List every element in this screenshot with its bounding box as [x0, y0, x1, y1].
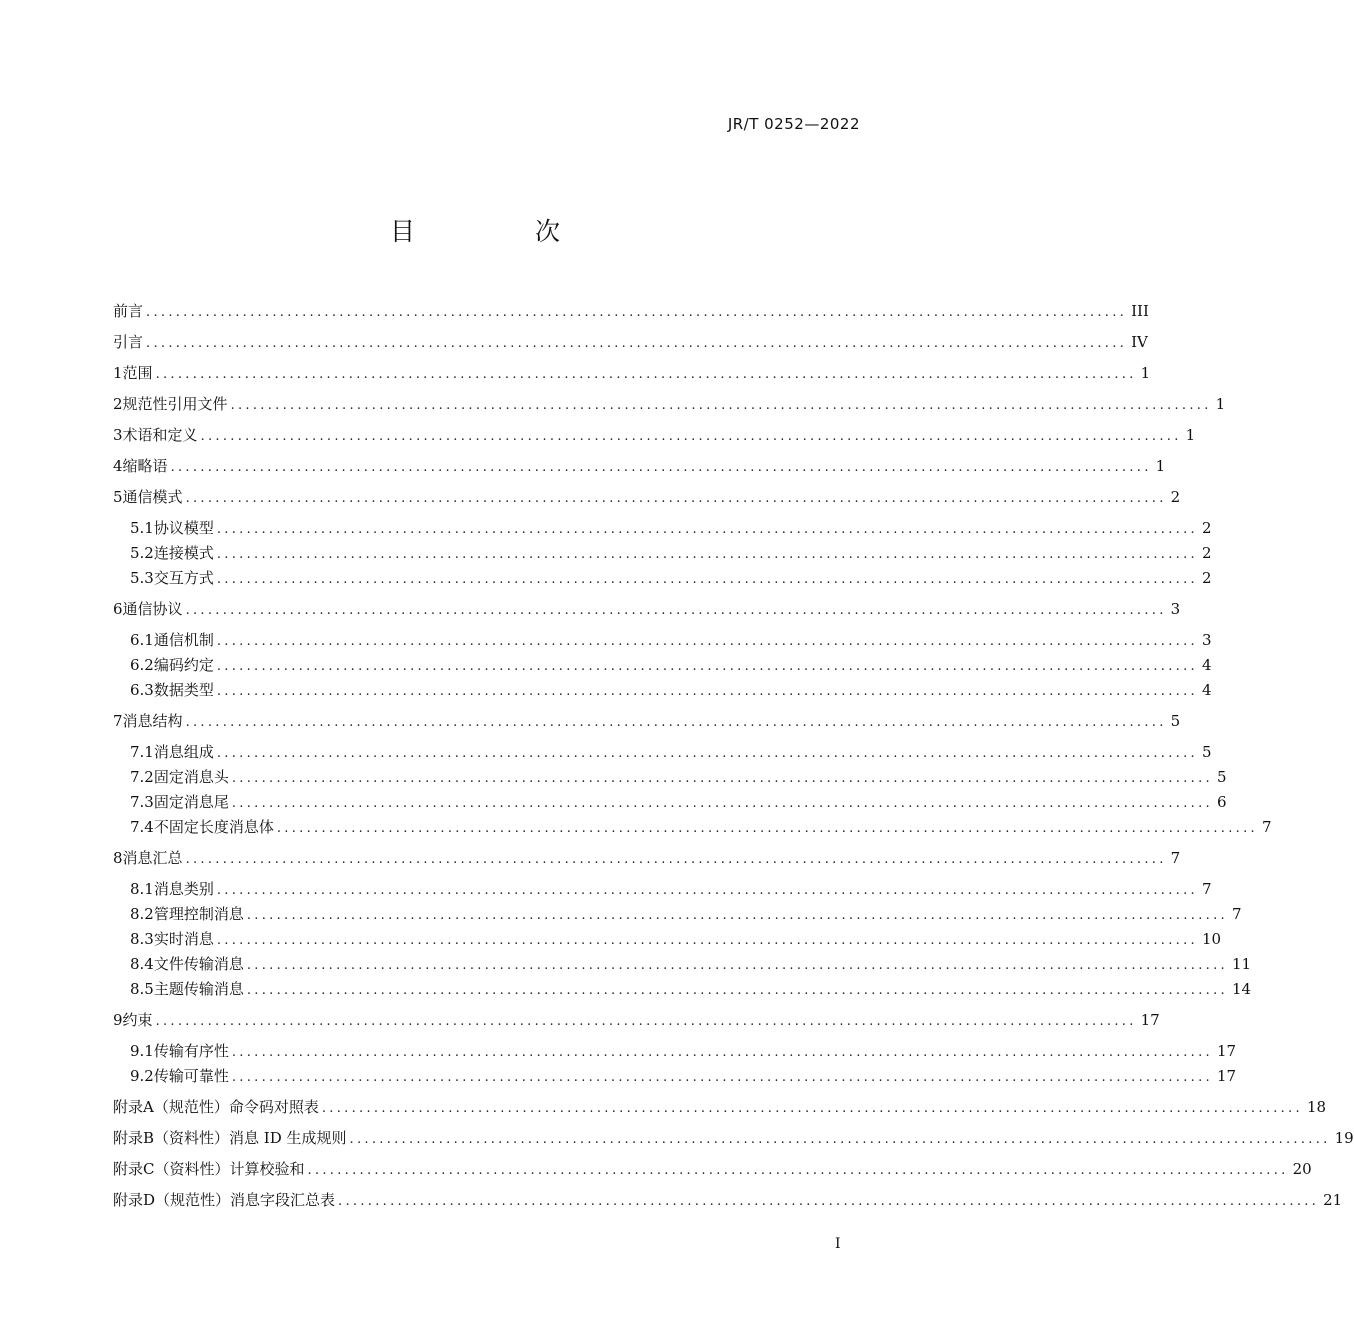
toc-entry-page: IV [1131, 333, 1148, 351]
toc-entry-number: 7.1 [130, 743, 154, 761]
toc-leader: .................................................................................................................................... [155, 367, 1137, 382]
toc-leader: .................................................................................................................................... [216, 684, 1198, 699]
toc-leader: .................................................................................................................................... [146, 305, 1128, 320]
toc-leader: .................................................................................................................................... [216, 522, 1198, 537]
toc-entry-number: 8.3 [130, 930, 154, 948]
toc-entry-number: 8.1 [130, 880, 154, 898]
toc-entry-number: 1 [113, 364, 123, 382]
toc-leader: .................................................................................................................................... [216, 659, 1198, 674]
toc-entry-page: 2 [1170, 488, 1181, 506]
toc-entry-label: 通信模式 [122, 488, 183, 506]
toc-entry[interactable] [113, 847, 1181, 869]
toc-entry-number: 8.2 [130, 905, 154, 923]
toc-entry-page: 17 [1216, 1067, 1237, 1085]
toc-leader: .................................................................................................................................... [216, 634, 1198, 649]
toc-entry-label: 术语和定义 [122, 426, 198, 444]
toc-subentry[interactable] [130, 654, 1212, 676]
toc-appendix-entry[interactable] [113, 1189, 1343, 1211]
toc-entry-number: 附录C（资料性） [113, 1160, 230, 1178]
toc-entry[interactable] [113, 424, 1196, 446]
toc-entry-page: 1 [1185, 426, 1196, 444]
toc-appendix-entry[interactable] [113, 1096, 1327, 1118]
toc-entry-page: 5 [1216, 768, 1227, 786]
toc-leader: .................................................................................................................................... [216, 746, 1198, 761]
toc-entry-label: 编码约定 [153, 656, 214, 674]
toc-entry-label: 传输可靠性 [153, 1067, 229, 1085]
toc-entry-number: 2 [113, 395, 123, 413]
toc-entry-page: 20 [1292, 1160, 1312, 1178]
toc-leader: .................................................................................................................................... [231, 771, 1213, 786]
toc-leader: .................................................................................................................................... [230, 398, 1212, 413]
toc-leader: .................................................................................................................................... [185, 715, 1167, 730]
toc-subentry[interactable] [130, 791, 1227, 813]
toc-entry-label: 引言 [113, 333, 144, 351]
toc-leader: .................................................................................................................................... [246, 983, 1228, 998]
toc-entry-number: 7.2 [130, 768, 154, 786]
toc-entry-page: 10 [1201, 930, 1222, 948]
toc-entry-number: 6 [113, 600, 123, 618]
toc-entry-label: 约束 [122, 1011, 153, 1029]
toc-entry-label: 命令码对照表 [228, 1098, 319, 1116]
toc-entry-number: 6.2 [130, 656, 154, 674]
toc-subentry[interactable] [130, 978, 1252, 1000]
toc-entry-label: 连接模式 [153, 544, 214, 562]
toc-entry-number: 6.1 [130, 631, 154, 649]
toc-subentry[interactable] [130, 542, 1212, 564]
toc-entry-number: 附录A（规范性） [113, 1098, 229, 1116]
toc-entry-label: 通信协议 [122, 600, 183, 618]
toc-entry-introduction[interactable] [113, 331, 1148, 353]
toc-entry-label: 不固定长度消息体 [153, 818, 274, 836]
toc-entry-label: 交互方式 [153, 569, 214, 587]
toc-entry-label: 传输有序性 [153, 1042, 229, 1060]
toc-entry[interactable] [113, 455, 1166, 477]
toc-entry[interactable] [113, 710, 1181, 732]
toc-entry-label: 固定消息尾 [153, 793, 229, 811]
toc-leader: .................................................................................................................................... [185, 603, 1167, 618]
toc-entry-number: 5.3 [130, 569, 154, 587]
toc-subentry[interactable] [130, 567, 1212, 589]
toc-entry-label: 消息结构 [122, 712, 183, 730]
toc-entry-number: 8.4 [130, 955, 154, 973]
toc-entry-page: 3 [1201, 631, 1212, 649]
toc-entry-number: 附录D（规范性） [113, 1191, 231, 1209]
toc-entry-page: 5 [1170, 712, 1181, 730]
toc-leader: .................................................................................................................................... [276, 821, 1258, 836]
toc-entry-number: 附录B（资料性） [113, 1129, 230, 1147]
toc-entry-number: 5.2 [130, 544, 154, 562]
toc-leader: .................................................................................................................................... [321, 1101, 1303, 1116]
toc-entry-number: 9 [113, 1011, 123, 1029]
toc-leader: .................................................................................................................................... [349, 1132, 1331, 1147]
toc-entry-label: 消息组成 [153, 743, 214, 761]
toc-entry-label: 文件传输消息 [153, 955, 244, 973]
toc-entry-page: 4 [1201, 656, 1212, 674]
toc-entry-page: 1 [1140, 364, 1151, 382]
toc-entry-page: 1 [1215, 395, 1226, 413]
toc-leader: .................................................................................................................................... [200, 429, 1182, 444]
toc-entry-page: 7 [1201, 880, 1212, 898]
toc-entry-label: 主题传输消息 [153, 980, 244, 998]
toc-entry-number: 8 [113, 849, 123, 867]
toc-entry[interactable] [113, 393, 1226, 415]
toc-subentry[interactable] [130, 953, 1252, 975]
toc-entry-label: 规范性引用文件 [122, 395, 228, 413]
toc-entry-number: 7.3 [130, 793, 154, 811]
toc-entry-page: 11 [1231, 955, 1252, 973]
toc-entry[interactable] [113, 598, 1181, 620]
toc-entry-number: 7.4 [130, 818, 154, 836]
toc-entry-page: 2 [1201, 544, 1212, 562]
toc-subentry[interactable] [130, 1065, 1237, 1087]
toc-entry[interactable] [113, 486, 1181, 508]
toc-leader: .................................................................................................................................... [231, 796, 1213, 811]
toc-entry-page: 17 [1216, 1042, 1237, 1060]
toc-entry-page: 2 [1201, 519, 1212, 537]
toc-entry-label: 数据类型 [153, 681, 214, 699]
toc-subentry[interactable] [130, 766, 1227, 788]
toc-leader: .................................................................................................................................... [231, 1045, 1213, 1060]
toc-appendix-entry[interactable] [113, 1127, 1354, 1149]
toc-entry-page: 17 [1140, 1011, 1160, 1029]
toc-leader: .................................................................................................................................... [170, 460, 1152, 475]
toc-entry-label: 固定消息头 [153, 768, 229, 786]
toc-entry-page: 21 [1323, 1191, 1343, 1209]
toc-appendix-entry[interactable] [113, 1158, 1312, 1180]
toc-leader: .................................................................................................................................... [216, 547, 1198, 562]
toc-entry-page: 7 [1170, 849, 1181, 867]
toc-entry-label: 消息 ID 生成规则 [229, 1129, 347, 1147]
toc-leader: .................................................................................................................................... [307, 1163, 1289, 1178]
toc-entry-page: 14 [1231, 980, 1252, 998]
toc-entry-page: III [1131, 302, 1149, 320]
toc-entry-page: 19 [1334, 1129, 1354, 1147]
toc-subentry[interactable] [130, 741, 1212, 763]
standard-code: JR/T 0252—2022 [727, 115, 860, 133]
toc-leader: .................................................................................................................................... [185, 852, 1167, 867]
toc-entry[interactable] [113, 362, 1151, 384]
toc-leader: .................................................................................................................................... [246, 958, 1228, 973]
toc-entry-label: 缩略语 [122, 457, 168, 475]
toc-subentry[interactable] [130, 878, 1212, 900]
toc-entry-label: 计算校验和 [229, 1160, 305, 1178]
toc-entry-number: 5 [113, 488, 123, 506]
toc-entry-number: 7 [113, 712, 123, 730]
toc-entry[interactable] [113, 1009, 1160, 1031]
toc-entry-page: 7 [1261, 818, 1272, 836]
toc-entry-label: 消息类别 [153, 880, 214, 898]
toc-subentry[interactable] [130, 629, 1212, 651]
toc-entry-number: 9.1 [130, 1042, 154, 1060]
toc-entry-label: 通信机制 [153, 631, 214, 649]
toc-leader: .................................................................................................................................... [185, 491, 1167, 506]
page-title: 目 次 [390, 217, 616, 246]
toc-entry-number: 9.2 [130, 1067, 154, 1085]
toc-entry-label: 实时消息 [153, 930, 214, 948]
toc-entry-label: 消息字段汇总表 [230, 1191, 336, 1209]
toc-leader: .................................................................................................................................... [155, 1014, 1137, 1029]
toc-entry-number: 8.5 [130, 980, 154, 998]
toc-entry-page: 7 [1231, 905, 1242, 923]
toc-entry-label: 管理控制消息 [153, 905, 244, 923]
toc-entry-preface[interactable] [113, 300, 1149, 322]
toc-entry-page: 3 [1170, 600, 1181, 618]
toc-entry-page: 4 [1201, 681, 1212, 699]
toc-leader: .................................................................................................................................... [216, 883, 1198, 898]
toc-leader: .................................................................................................................................... [246, 908, 1228, 923]
toc-entry-page: 2 [1201, 569, 1212, 587]
toc-entry-number: 4 [113, 457, 123, 475]
toc-subentry[interactable] [130, 517, 1212, 539]
toc-entry-page: 6 [1216, 793, 1227, 811]
toc-entry-number: 6.3 [130, 681, 154, 699]
toc-entry-page: 1 [1155, 457, 1166, 475]
toc-entry-page: 5 [1201, 743, 1212, 761]
toc-leader: .................................................................................................................................... [231, 1070, 1213, 1085]
page-number: I [835, 1236, 841, 1252]
toc-entry-label: 协议模型 [153, 519, 214, 537]
toc-entry-page: 18 [1306, 1098, 1327, 1116]
toc-subentry[interactable] [130, 816, 1272, 838]
toc-subentry[interactable] [130, 928, 1222, 950]
toc-leader: .................................................................................................................................... [216, 572, 1198, 587]
toc-entry-label: 前言 [113, 302, 144, 320]
toc-leader: .................................................................................................................................... [146, 336, 1128, 351]
toc-entry-label: 消息汇总 [122, 849, 183, 867]
toc-subentry[interactable] [130, 679, 1212, 701]
toc-leader: .................................................................................................................................... [338, 1194, 1320, 1209]
toc-entry-label: 范围 [122, 364, 153, 382]
toc-leader: .................................................................................................................................... [216, 933, 1198, 948]
toc-subentry[interactable] [130, 1040, 1237, 1062]
toc-subentry[interactable] [130, 903, 1242, 925]
toc-entry-number: 3 [113, 426, 123, 444]
toc-entry-number: 5.1 [130, 519, 154, 537]
